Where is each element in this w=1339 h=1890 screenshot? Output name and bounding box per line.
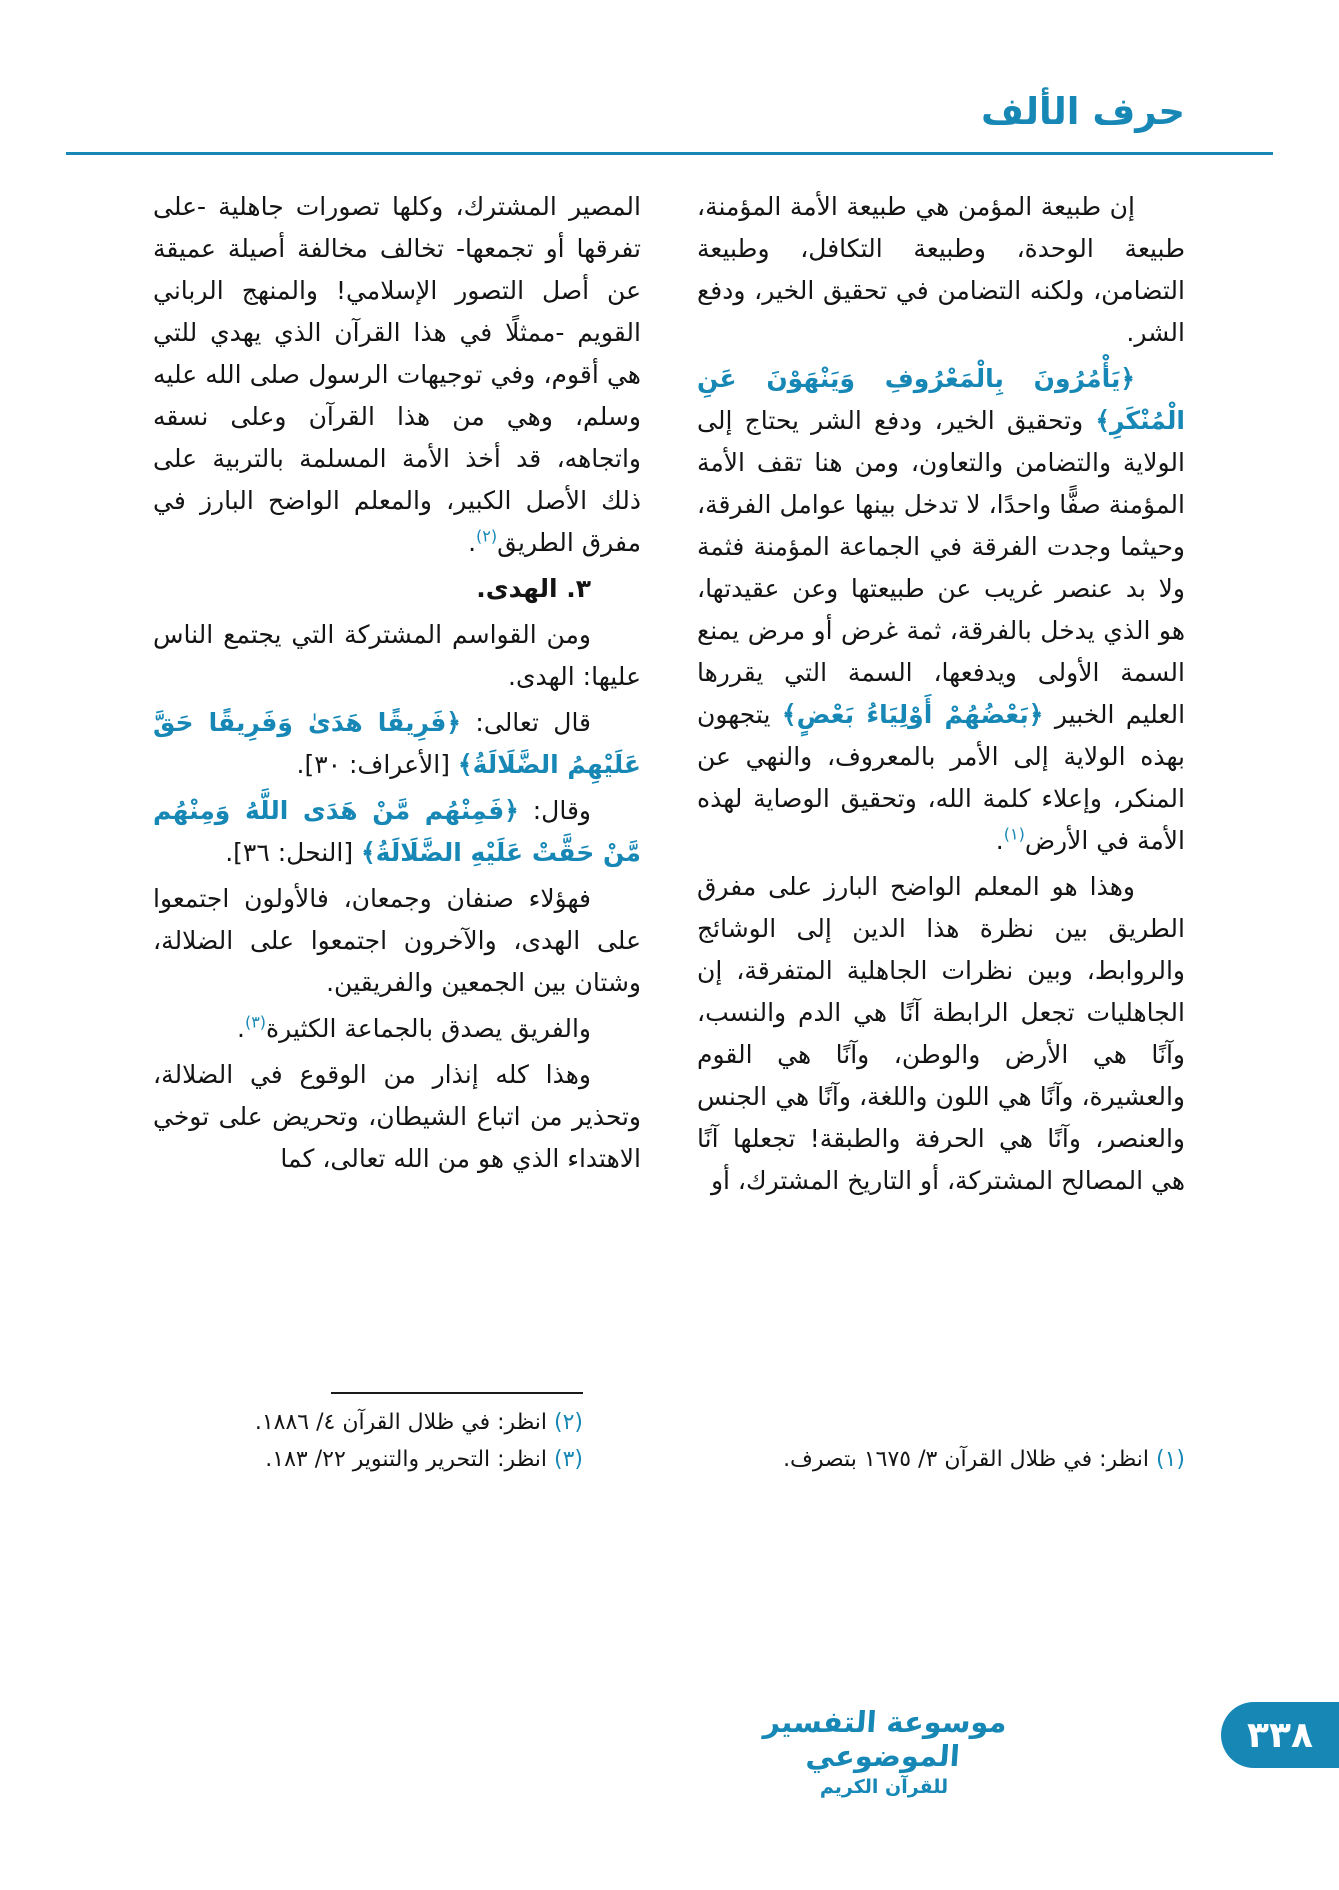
publisher-emblem (739, 1705, 1029, 1798)
paragraph (153, 702, 641, 786)
body-text: المصير المشترك، وكلها تصورات جاهلية -على تفرقها أو تجمعها- تخالف مخالفة أصيلة عميقة عن أصل التصور الإسلامي! والمنهج الرباني القويم -ممثلًا في هذا القرآن الذي يهدي للتي هي أقوم، وفي توجيهات الرسول صلى الله عليه وسلم، وهي من هذا القرآن وعلى نسقه واتجاهه، قد أخذ الأمة المسلمة بالتربية على ذلك الأصل الكبير، والمعلم الواضح البارز في مفرق الطريق (153, 192, 641, 557)
quran-verse: ﴿فَمِنْهُم مَّنْ هَدَى اللَّهُ وَمِنْهُم مَّنْ حَقَّتْ عَلَيْهِ الضَّلَالَةُ﴾ (153, 796, 641, 867)
body-text: ومن القواسم المشتركة التي يجتمع الناس عليها: الهدى. (153, 620, 641, 691)
footnote (153, 1404, 641, 1441)
header-rule (66, 152, 1273, 155)
paragraph (153, 790, 641, 874)
page-number: ٣٣٨ (1247, 1714, 1313, 1756)
footnote (153, 1441, 641, 1478)
column-right (697, 186, 1185, 1478)
quran-verse: ﴿بَعْضُهُمْ أَوْلِيَاءُ بَعْضٍ﴾ (781, 700, 1044, 729)
body-text: وهذا كله إنذار من الوقوع في الضلالة، وتحذير من اتباع الشيطان، وتحريض على توخي الاهتداء الذي هو من الله تعالى، كما (153, 1060, 641, 1173)
footnotes-left (153, 1386, 641, 1478)
body-text: وتحقيق الخير، ودفع الشر يحتاج إلى الولاية والتضامن والتعاون، ومن هنا تقف الأمة المؤمنة صفًّا واحدًا، لا تدخل بينها عوامل الفرقة، وحيثما وجدت الفرقة في الجماعة المؤمنة فثمة ولا بد عنصر غريب عن طبيعتها وعن عقيدتها، هو الذي يدخل بالفرقة، ثمة غرض أو مرض يمنع السمة الأولى ويدفعها، السمة التي يقررها العليم الخبير (697, 406, 1185, 729)
emblem-title: موسوعة التفسير الموضوعي (762, 1705, 1009, 1773)
paragraph (697, 866, 1185, 1202)
paragraph (697, 358, 1185, 862)
paragraph (697, 186, 1185, 354)
body-text: وقال: (518, 796, 591, 825)
heading-text: ٣. الهدى. (476, 574, 591, 603)
footnote-separator (331, 1392, 583, 1394)
body-text: وهذا هو المعلم الواضح البارز على مفرق الطريق بين نظرة هذا الدين إلى الوشائج والروابط، وبين نظرات الجاهلية المتفرقة، إن الجاهليات تجعل الرابطة آنًا هي الدم والنسب، وآنًا هي الأرض والوطن، وآنًا هي القوم والعشيرة، وآنًا هي اللون واللغة، وآنًا هي الجنس والعنصر، وآنًا هي الحرفة والطبقة! تجعلها آنًا هي المصالح المشتركة، أو التاريخ المشترك، أو (697, 872, 1185, 1195)
chapter-header-title: حرف الألف (981, 90, 1185, 133)
paragraph (153, 186, 641, 564)
body-text: . (995, 826, 1004, 855)
page-content (153, 186, 1185, 1478)
emblem-subtitle: للقرآن الكريم (819, 1776, 949, 1798)
footnote-text: انظر: في ظلال القرآن ٣/ ١٦٧٥ بتصرف. (783, 1447, 1149, 1472)
section-heading (153, 568, 641, 610)
body-text: فهؤلاء صنفان وجمعان، فالأولون اجتمعوا على الهدى، والآخرون اجتمعوا على الضلالة، وشتان بين الجمعين والفريقين. (153, 884, 641, 997)
footnote-marker: (٣) (244, 1012, 267, 1032)
footnote-marker: (١) (1003, 824, 1025, 844)
body-text: إن طبيعة المؤمن هي طبيعة الأمة المؤمنة، طبيعة الوحدة، وطبيعة التكافل، وطبيعة التضامن، ولكنه التضامن في تحقيق الخير، ودفع الشر. (697, 192, 1185, 347)
column-left (153, 186, 641, 1478)
paragraph (153, 614, 641, 698)
quran-verse: ﴿يَأْمُرُونَ بِالْمَعْرُوفِ وَيَنْهَوْنَ عَنِ الْمُنْكَرِ﴾ (697, 364, 1185, 435)
footnote (697, 1441, 1185, 1478)
footnote-number: (٣) (553, 1447, 583, 1472)
body-text: . (468, 528, 477, 557)
footnote-marker: (٢) (476, 526, 498, 546)
body-text: والفريق يصدق بالجماعة الكثيرة (266, 1014, 591, 1043)
page-number-badge (1221, 1702, 1339, 1768)
footnotes-right (697, 1435, 1185, 1478)
verse-reference: [الأعراف: ٣٠]. (296, 750, 458, 779)
verse-reference: [النحل: ٣٦]. (225, 838, 362, 867)
footnote-number: (١) (1155, 1447, 1185, 1472)
paragraph (153, 1054, 641, 1180)
body-text: قال تعالى: (461, 708, 592, 737)
quran-verse: ﴿فَرِيقًا هَدَىٰ وَفَرِيقًا حَقَّ عَلَيْهِمُ الضَّلَالَةُ﴾ (153, 708, 641, 779)
footnote-text: انظر: في ظلال القرآن ٤/ ١٨٨٦. (254, 1410, 547, 1435)
body-text: . (237, 1014, 245, 1043)
body-text: يتجهون بهذه الولاية إلى الأمر بالمعروف، والنهي عن المنكر، وإعلاء كلمة الله، وتحقيق الوصاية لهذه الأمة في الأرض (697, 700, 1185, 855)
footnote-text: انظر: التحرير والتنوير ٢٢/ ١٨٣. (265, 1447, 547, 1472)
paragraph (153, 1008, 641, 1050)
paragraph (153, 878, 641, 1004)
footnote-number: (٢) (553, 1410, 583, 1435)
